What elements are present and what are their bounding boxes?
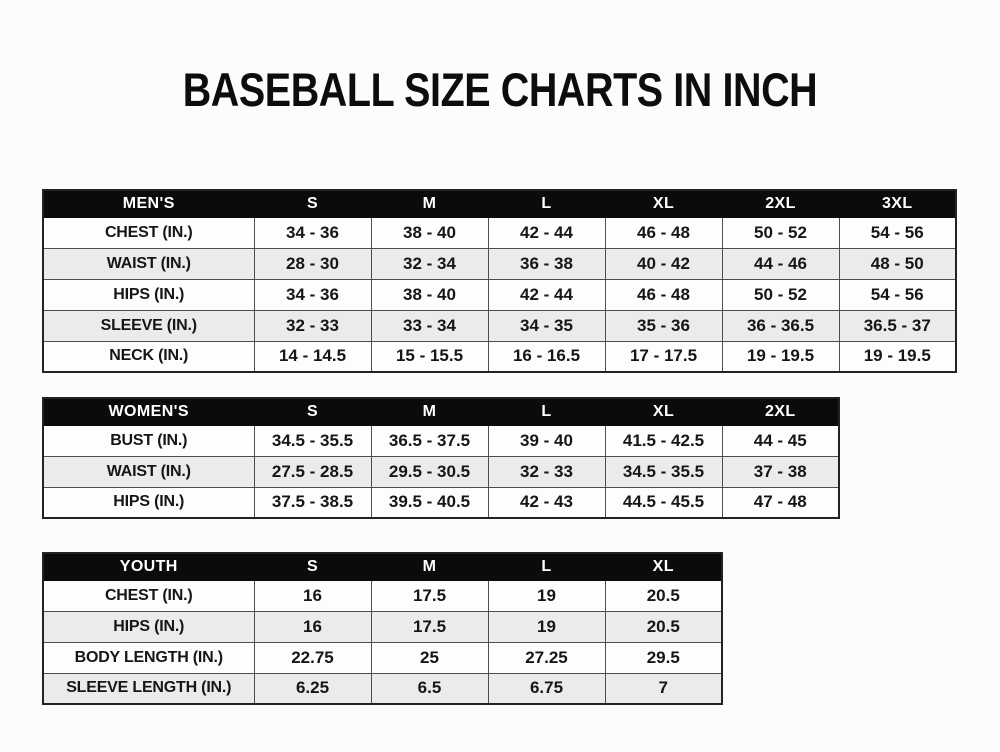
size-value: 22.75 bbox=[254, 642, 371, 673]
size-value: 44 - 45 bbox=[722, 425, 839, 456]
size-value: 29.5 bbox=[605, 642, 722, 673]
size-value: 19 - 19.5 bbox=[839, 341, 956, 372]
size-value: 48 - 50 bbox=[839, 248, 956, 279]
measurement-label: WAIST (IN.) bbox=[43, 248, 254, 279]
size-value: 41.5 - 42.5 bbox=[605, 425, 722, 456]
size-value: 54 - 56 bbox=[839, 279, 956, 310]
size-value: 50 - 52 bbox=[722, 279, 839, 310]
womens-size-column-header: M bbox=[371, 398, 488, 425]
womens-section-title: WOMEN'S bbox=[43, 398, 254, 425]
mens-size-column-header: 3XL bbox=[839, 190, 956, 217]
table-row bbox=[43, 611, 722, 642]
size-value: 17 - 17.5 bbox=[605, 341, 722, 372]
table-row bbox=[43, 487, 839, 518]
size-value: 39.5 - 40.5 bbox=[371, 487, 488, 518]
size-value: 27.25 bbox=[488, 642, 605, 673]
size-value: 6.25 bbox=[254, 673, 371, 704]
size-value: 14 - 14.5 bbox=[254, 341, 371, 372]
size-value: 34.5 - 35.5 bbox=[254, 425, 371, 456]
womens-size-column-header: 2XL bbox=[722, 398, 839, 425]
mens-size-table bbox=[42, 189, 957, 373]
table-row bbox=[43, 673, 722, 704]
table-row bbox=[43, 341, 956, 372]
size-value: 35 - 36 bbox=[605, 310, 722, 341]
size-value: 42 - 44 bbox=[488, 217, 605, 248]
size-value: 54 - 56 bbox=[839, 217, 956, 248]
mens-section-title: MEN'S bbox=[43, 190, 254, 217]
table-row bbox=[43, 642, 722, 673]
size-value: 19 bbox=[488, 611, 605, 642]
youth-size-column-header: L bbox=[488, 553, 605, 580]
measurement-label: HIPS (IN.) bbox=[43, 487, 254, 518]
size-value: 29.5 - 30.5 bbox=[371, 456, 488, 487]
size-value: 20.5 bbox=[605, 611, 722, 642]
size-value: 42 - 44 bbox=[488, 279, 605, 310]
size-value: 38 - 40 bbox=[371, 217, 488, 248]
size-value: 32 - 33 bbox=[254, 310, 371, 341]
table-row bbox=[43, 456, 839, 487]
size-value: 42 - 43 bbox=[488, 487, 605, 518]
womens-size-column-header: L bbox=[488, 398, 605, 425]
womens-size-table bbox=[42, 397, 840, 519]
size-value: 40 - 42 bbox=[605, 248, 722, 279]
size-value: 19 bbox=[488, 580, 605, 611]
size-value: 36 - 38 bbox=[488, 248, 605, 279]
size-value: 34 - 36 bbox=[254, 279, 371, 310]
mens-size-column-header: L bbox=[488, 190, 605, 217]
measurement-label: CHEST (IN.) bbox=[43, 580, 254, 611]
size-value: 17.5 bbox=[371, 611, 488, 642]
measurement-label: BUST (IN.) bbox=[43, 425, 254, 456]
size-value: 6.5 bbox=[371, 673, 488, 704]
mens-size-column-header: M bbox=[371, 190, 488, 217]
womens-size-column-header: XL bbox=[605, 398, 722, 425]
size-value: 25 bbox=[371, 642, 488, 673]
measurement-label: CHEST (IN.) bbox=[43, 217, 254, 248]
mens-size-column-header: S bbox=[254, 190, 371, 217]
size-value: 47 - 48 bbox=[722, 487, 839, 518]
size-value: 36.5 - 37.5 bbox=[371, 425, 488, 456]
size-value: 32 - 33 bbox=[488, 456, 605, 487]
measurement-label: BODY LENGTH (IN.) bbox=[43, 642, 254, 673]
mens-size-column-header: XL bbox=[605, 190, 722, 217]
measurement-label: HIPS (IN.) bbox=[43, 279, 254, 310]
size-value: 19 - 19.5 bbox=[722, 341, 839, 372]
size-value: 34 - 36 bbox=[254, 217, 371, 248]
size-value: 28 - 30 bbox=[254, 248, 371, 279]
size-value: 16 bbox=[254, 580, 371, 611]
page-title: BASEBALL SIZE CHARTS IN INCH bbox=[182, 63, 818, 116]
size-value: 32 - 34 bbox=[371, 248, 488, 279]
table-row bbox=[43, 248, 956, 279]
youth-size-table bbox=[42, 552, 723, 705]
youth-section-title: YOUTH bbox=[43, 553, 254, 580]
size-value: 15 - 15.5 bbox=[371, 341, 488, 372]
table-row bbox=[43, 310, 956, 341]
size-value: 36.5 - 37 bbox=[839, 310, 956, 341]
measurement-label: HIPS (IN.) bbox=[43, 611, 254, 642]
womens-size-column-header: S bbox=[254, 398, 371, 425]
youth-size-column-header: S bbox=[254, 553, 371, 580]
size-value: 6.75 bbox=[488, 673, 605, 704]
size-value: 50 - 52 bbox=[722, 217, 839, 248]
youth-size-column-header: M bbox=[371, 553, 488, 580]
size-value: 34 - 35 bbox=[488, 310, 605, 341]
size-value: 17.5 bbox=[371, 580, 488, 611]
womens-header-row bbox=[43, 398, 839, 425]
size-value: 36 - 36.5 bbox=[722, 310, 839, 341]
measurement-label: SLEEVE LENGTH (IN.) bbox=[43, 673, 254, 704]
size-value: 46 - 48 bbox=[605, 279, 722, 310]
size-value: 38 - 40 bbox=[371, 279, 488, 310]
measurement-label: WAIST (IN.) bbox=[43, 456, 254, 487]
size-value: 39 - 40 bbox=[488, 425, 605, 456]
mens-size-column-header: 2XL bbox=[722, 190, 839, 217]
youth-header-row bbox=[43, 553, 722, 580]
table-row bbox=[43, 425, 839, 456]
size-value: 34.5 - 35.5 bbox=[605, 456, 722, 487]
measurement-label: NECK (IN.) bbox=[43, 341, 254, 372]
table-row bbox=[43, 217, 956, 248]
size-value: 27.5 - 28.5 bbox=[254, 456, 371, 487]
measurement-label: SLEEVE (IN.) bbox=[43, 310, 254, 341]
size-value: 16 - 16.5 bbox=[488, 341, 605, 372]
size-value: 37.5 - 38.5 bbox=[254, 487, 371, 518]
mens-header-row bbox=[43, 190, 956, 217]
size-value: 46 - 48 bbox=[605, 217, 722, 248]
size-value: 37 - 38 bbox=[722, 456, 839, 487]
youth-size-column-header: XL bbox=[605, 553, 722, 580]
size-value: 16 bbox=[254, 611, 371, 642]
table-row bbox=[43, 580, 722, 611]
size-value: 20.5 bbox=[605, 580, 722, 611]
size-value: 7 bbox=[605, 673, 722, 704]
size-value: 33 - 34 bbox=[371, 310, 488, 341]
size-value: 44.5 - 45.5 bbox=[605, 487, 722, 518]
table-row bbox=[43, 279, 956, 310]
size-value: 44 - 46 bbox=[722, 248, 839, 279]
